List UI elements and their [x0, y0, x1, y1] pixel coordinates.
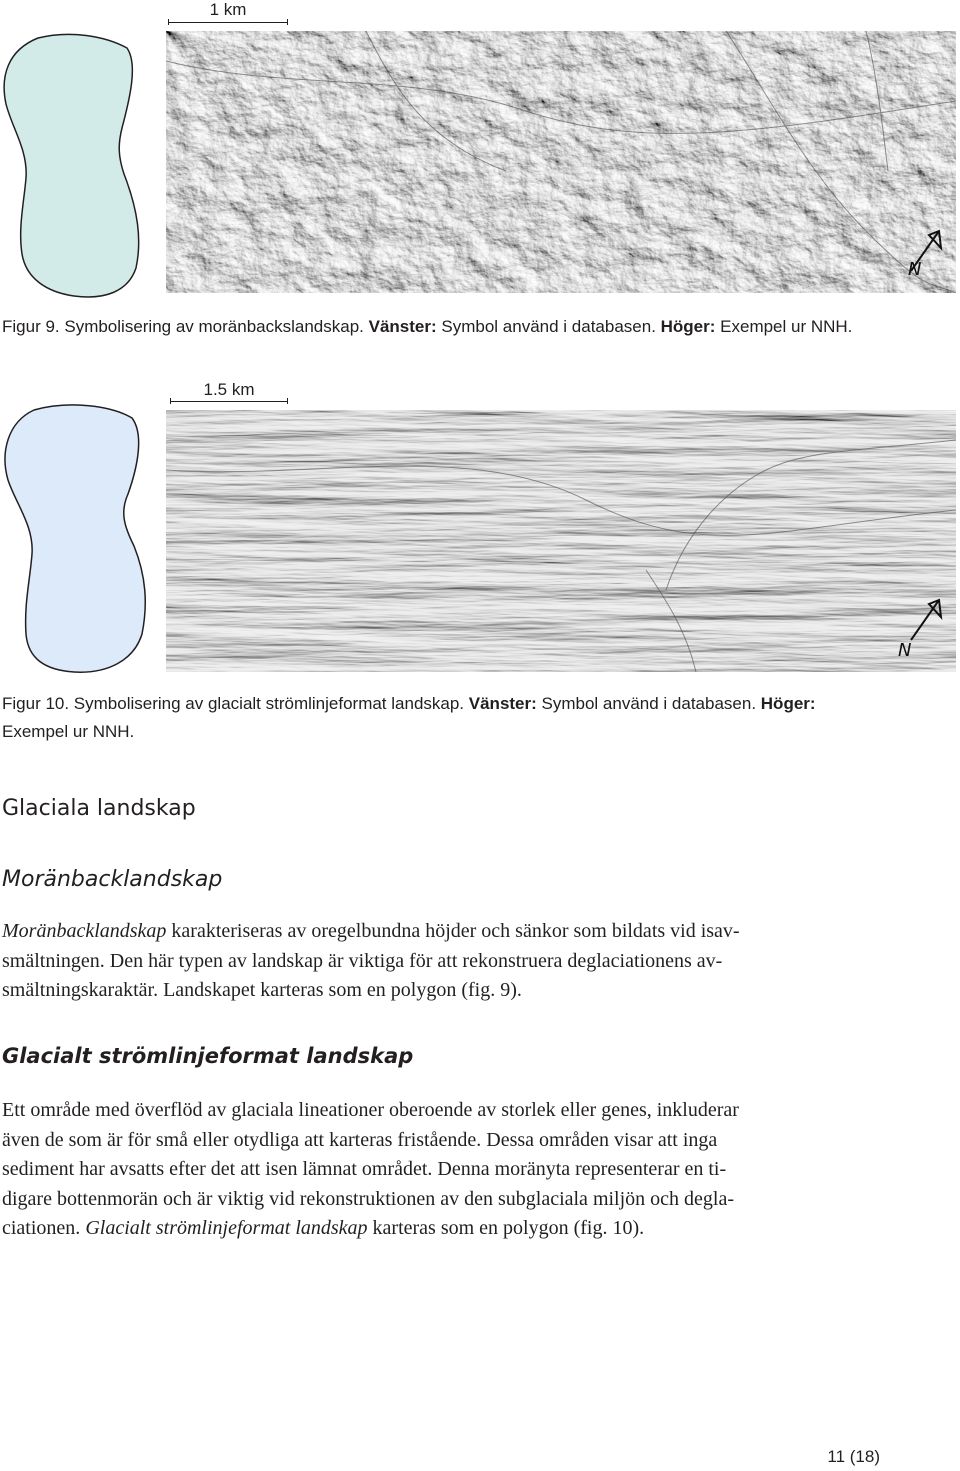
figure-9-caption: Figur 9. Symbolisering av moränbackslandskap. Vänster: Symbol använd i databasen. Höger: Exempel ur NNH. [2, 317, 853, 336]
scale-bar [170, 380, 288, 404]
symbol-polygon [5, 405, 145, 672]
nnh-relief-map-1 [166, 31, 956, 293]
paragraph-line: även de som är för små eller otydliga att karteras fristående. Dessa områden visar att inga [2, 1128, 718, 1151]
subsection-heading-moranbacklandskap: Moränbacklandskap [2, 867, 223, 892]
paragraph-line: sediment har avsatts efter det att isen lämnat området. Denna moränyta representerar en ti- [2, 1158, 727, 1180]
paragraph-strömlinjeformat [2, 1096, 872, 1244]
north-arrow-label: N [898, 640, 912, 661]
paragraph-line: ciationen. Glacialt strömlinjeformat landskap karteras som en polygon (fig. 10). [2, 1217, 645, 1239]
scale-label: 1.5 km [203, 380, 255, 399]
subsection-heading-strömlinjeformat: Glacialt strömlinjeformat landskap [2, 1044, 414, 1068]
north-arrow-label: N [908, 259, 922, 280]
symbol-polygon [4, 34, 139, 297]
streamlined-landscape-symbol [0, 404, 150, 694]
moraine-hummocky-symbol [0, 32, 145, 332]
nnh-relief-map-2 [166, 410, 956, 672]
section-heading: Glaciala landskap [2, 796, 196, 821]
paragraph-moranbacklandskap [2, 917, 872, 1006]
scale-label: 1 km [209, 0, 247, 19]
paragraph-line: Ett område med överflöd av glaciala lineationer oberoende av storlek eller genes, inkluderar [2, 1099, 739, 1121]
paragraph-line: digare bottenmorän och är viktig vid rekonstruktionen av den subglaciala miljön och degla- [2, 1187, 735, 1210]
paragraph-line: Moränbacklandskap karakteriseras av oregelbundna höjder och sänkor som bildats vid isav- [2, 920, 740, 942]
figure-10-caption: Figur 10. Symbolisering av glacialt strömlinjeformat landskap. Vänster: Symbol använd i databasen. Höger: Exempel ur NNH. [2, 694, 816, 741]
paragraph-line: smältningen. Den här typen av landskap är viktiga för att rekonstruera deglaciationens av- [2, 949, 723, 972]
paragraph-line: smältningskaraktär. Landskapet karteras som en polygon (fig. 9). [2, 979, 522, 1001]
scale-bar [168, 0, 288, 24]
page-number: 11 (18) [827, 1447, 880, 1466]
